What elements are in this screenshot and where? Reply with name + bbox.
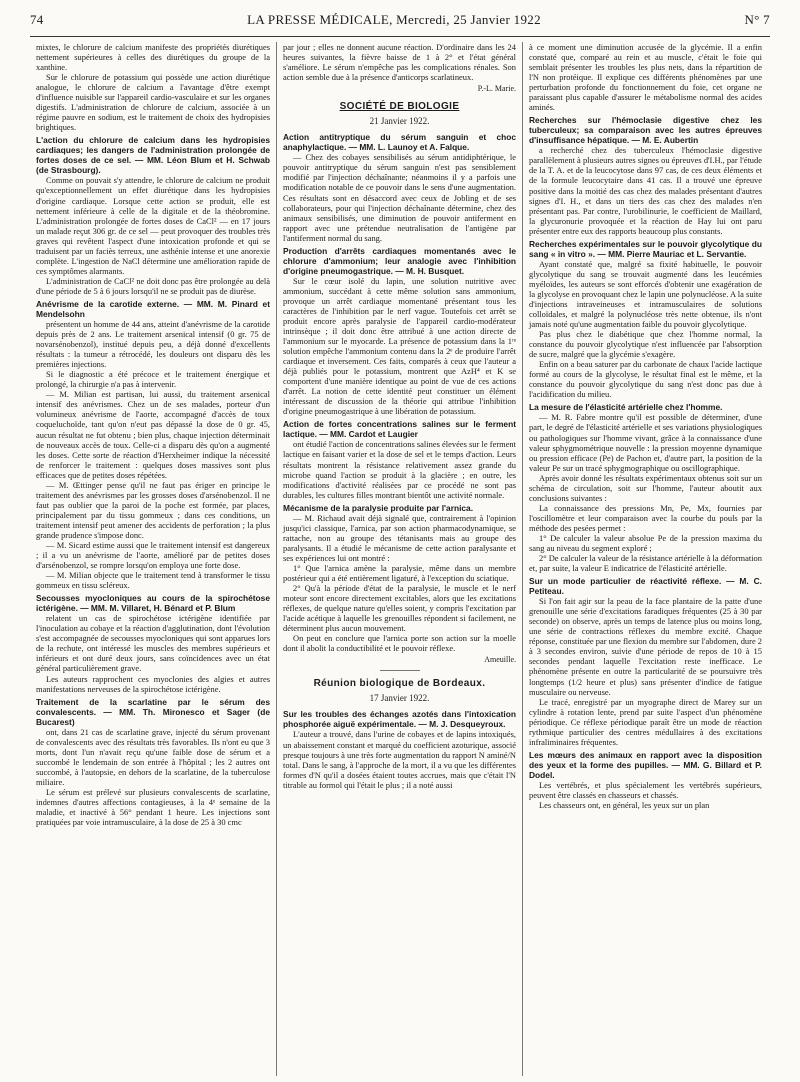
section-divider [380, 670, 420, 671]
paragraph: ont étudié l'action de concentrations salines élevées sur le ferment lactique en faisant varier et la dose de sel et le temps d'action. Leurs résultats montrent la résistance relativement assez grande du microbe quand l'action se produit à la glacière ; en outre, les modifications d'activité réalisées par ce procédé ne sont pas durables, les cultures filles montrant bientôt une activité normale. [283, 439, 516, 500]
paragraph: — M. Œttinger pense qu'il ne faut pas ériger en principe le traitement des anévrismes par les grosses doses d'arsénobenzol. Il ne faut pas oublier que la paroi de la poche est formée, par places, principalement par du tissu gommeux ; dans ces conditions, un traitement intensif peut amener des accidents de perforation ; la plus grande prudence s'impose donc. [36, 479, 270, 540]
paragraph: — M. Richaud avait déjà signalé que, contrairement à l'opinion jusqu'ici classique, l'arnica, par son action pharmacodynamique, se rattache, non au groupe des tétanisants mais au groupe des paralysants. Il a étudié le mécanisme de cette action paralysante et ses expériences lui ont montré : [283, 512, 516, 563]
paragraph: Comme on pouvait s'y attendre, le chlorure de calcium ne produit qu'exceptionnellement un effet diurétique dans les hydropisies d'origine cardiaque. Lorsque cette action se produit, elle est nettement inférieure à celle de la digitale et de la théobromine. L'administration prolongée de fortes doses de CaCl² — en 17 jours un malade reçut 306 gr. de ce sel — peut provoquer des troubles très graves qui revêtent l'aspect d'une intoxication profonde et qui se traduisent par un faciès terreux, une asthénie intense et une anorexie complète. L'ingestion de NaCl détermine une amélioration rapide de ces symptômes alarmants. [36, 175, 270, 276]
paragraph: On peut en conclure que l'arnica porte son action sur la moelle dont il abolit la conductibilité et le pouvoir réflexe. [283, 633, 516, 654]
paragraph: Le tracé, enregistré par un myographe direct de Marey sur un cylindre à rotation lente, prend par suite l'aspect d'un phénomène périodique. Ce réflexe périodique paraît être un mode de réaction rythmique particulier des centres médullaires à des excitations infraliminaires fréquentes. [529, 696, 762, 747]
section-date: 17 Janvier 1922. [369, 693, 430, 704]
paragraph: 2° De calculer la valeur de la résistance artérielle à la déformation et, par suite, la valeur E indicatrice de l'élasticité artérielle. [529, 553, 762, 574]
column-middle [276, 42, 522, 1076]
article-heading: L'action du chlorure de calcium dans les hydropisies cardiaques; les dangers de l'administration prolongée de fortes doses de ce sel. — MM. Léon Blum et H. Schwab (de Strasbourg). [36, 135, 270, 176]
article-heading: La mesure de l'élasticité artérielle chez l'homme. [529, 402, 723, 413]
paragraph: — M. Milian est partisan, lui aussi, du traitement arsenical intensif des anévrismes. Chez un de ses malades, porteur d'un volumineux anévrisme de l'aorte, accompagné d'accès de toux coqueluchoïde, tant qu'on n'eut pas dépassé la dose de 0 gr. 45, aucun résultat ne fut obtenu ; bien plus, chaque injection déterminait de nouveaux accès de toux. Celle-ci a disparu dès qu'on a augmenté les doses. Cette sorte de réaction d'Herxheimer indique la nécessité de renforcer le traitement : quelques doses massives sont plus efficaces que de petites doses répétées. [36, 389, 270, 480]
column-left [30, 42, 276, 1076]
paragraph: L'auteur a trouvé, dans l'urine de cobayes et de lapins intoxiqués, un abaissement constant et marqué du coefficient azoturique, associé presque toujours à une très forte augmentation du rapport N aminé/N total. Dans le sang, à l'approche de la mort, il a vu que les différentes formes d'N qu'il a dosées étaient toutes accrues, mais que c'était l'N titrable au formol qui l'était le plus ; il a noté aussi [283, 729, 516, 790]
article-heading: Mécanisme de la paralysie produite par l'arnica. [283, 502, 474, 513]
article-heading: Action de fortes concentrations salines sur le ferment lactique. — MM. Cardot et Laugier [283, 419, 516, 440]
page-header [30, 6, 770, 34]
section-date: 21 Janvier 1922. [369, 116, 430, 127]
article-heading: Action antitryptique du sérum sanguin et choc anaphylactique. — MM. L. Launoy et A. Falque. [283, 132, 516, 153]
paragraph: 1° Que l'arnica amène la paralysie, même dans un membre postérieur qui a été entièrement ligaturé, à l'exception du sciatique. [283, 562, 516, 583]
journal-title: LA PRESSE MÉDICALE, Mercredi, 25 Janvier 1922 [247, 12, 541, 27]
section-title: SOCIÉTÉ DE BIOLOGIE [339, 101, 460, 113]
article-heading: Traitement de la scarlatine par le sérum des convalescents. — MM. Th. Mironesco et Sager (de Bucarest) [36, 696, 270, 727]
author-signature: Ameuille. [484, 655, 516, 665]
paragraph: Les vertébrés, et plus spécialement les vertébrés supérieurs, peuvent être classés en chasseurs et chassés. [529, 779, 762, 800]
article-heading: Recherches sur l'hémoclasie digestive chez les tuberculeux; sa comparaison avec les autres épreuves d'insuffisance hépatique. — M. E. Aubertin [529, 115, 762, 146]
paragraph: ont, dans 21 cas de scarlatine grave, injecté du sérum provenant de convalescents avec des résultats très favorables. Ils n'ont eu que 3 morts, dont l'un n'avait reçu qu'une faible dose de sérum et a succombé le lendemain de son entrée à l'hôpital ; les 2 autres ont succombé, à l'autopsie, en dehors de la scarlatine, de la tuberculose miliaire. [36, 726, 270, 787]
paragraph: — M. R. Fabre montre qu'il est possible de déterminer, d'une part, le degré de l'élasticité artérielle et ses variations physiologiques ou pathologiques sur l'homme vivant, grâce à la connaissance d'une valeur sphygmométrique nouvelle : la pression moyenne dynamique ou pression efficace (Pe) de Pachon et, d'autre part, la position de la valeur Pe sur un tracé sphygmographique ou oscillographique. [529, 412, 762, 473]
paragraph: Pas plus chez le diabétique que chez l'homme normal, la constance du pouvoir glycolytique n'est influencée par l'absorption de sucre, malgré que la glycémie s'exagère. [529, 329, 762, 360]
issue-number: N° 7 [744, 12, 770, 27]
article-heading: Sur un mode particulier de réactivité réflexe. — M. C. Petiteau. [529, 576, 762, 597]
header-rule [30, 36, 770, 37]
column-right [522, 42, 768, 1076]
paragraph: Le sérum est prélevé sur plusieurs convalescents de scarlatine, indemnes d'autres affections contagieuses, à la 4ᵉ semaine de la maladie, et inactivé à 56° pendant 1 heure. Les injections sont pratiquées par voie intramusculaire, à la dose de 25 à 30 cmc [36, 786, 270, 828]
paragraph: par jour ; elles ne donnent aucune réaction. D'ordinaire dans les 24 heures suivantes, la fièvre baisse de 1 à 2° et l'état général s'améliore. Le sérum n'empêche pas les complications rénales. Son action semble due à la présence d'anticorps scarlatineux. [283, 42, 516, 83]
paragraph: Les chasseurs ont, en général, les yeux sur un plan [539, 799, 710, 810]
paragraph: a recherché chez des tuberculeux l'hémoclasie digestive parallèlement à plusieurs autres signes ou épreuves d'I.H., par l'étude de la T. A. et de la leucocytose dans 97 cas, de ces deux éléments et de la formule leucocytaire dans 41 cas. Il a trouvé une épreuve positive dans la moitié des cas chez des malades présentant d'autres signes d'I. H., et dans un tiers des cas chez des malades n'en présentant pas. Par contre, l'urobilinurie, le coefficient de Maillard, la glycuronurie provoquée et la réaction de Hay lui ont paru présenter entre eux des rapports beaucoup plus constants. [529, 145, 762, 236]
paragraph: à ce moment une diminution accusée de la glycémie. Il a enfin constaté que, comparé au rein et au muscle, c'était le foie qui semblait présenter les troubles les plus nets, dans la répartition de l'N non protéique. Il explique ces différents phénomènes par une perturbation profonde du fonctionnement du foie, cet organe ne paraissant plus capable d'assurer le métabolisme normal des acides aminés. [529, 42, 762, 113]
paragraph: 2° Qu'à la période d'état de la paralysie, le muscle et le nerf moteur sont encore directement excitables, alors que les excitations réflexes, de quelque nature qu'elles soient, y compris l'excitation par l'acide acétique à laquelle les grenouilles répondent si facilement, ne déterminent plus aucun mouvement. [283, 583, 516, 634]
paragraph: Sur le cœur isolé du lapin, une solution nutritive avec ammonium, succédant à cette même solution sans ammonium, provoque un arrêt cardiaque momentané présentant tous les caractères de l'inhibition par le nerf vague. Toutefois cet arrêt se produit encore après paralysie de l'appareil cardio-modérateur intrinsèque ; il doit donc être attribué à une action directe de l'ammonium sur le myocarde. La présence de potassium dans la 1ʳᵉ solution empêche l'ammonium contenu dans la 2ᵉ de produire l'arrêt cardiaque et inversement. Ces faits, comparés à ceux que l'auteur a déjà publiés pour le potassium, montrent que AzH⁴ et K se comportent d'une manière identique au point de vue de ces actions d'arrêt. La notion de cette identité peut constituer un élément intéressant de discussion de la théorie qui attribue l'inhibition d'origine pneumogastrique à une libération de potassium. [283, 275, 516, 417]
paragraph: Sur le chlorure de potassium qui possède une action diurétique analogue, le chlorure de calcium a l'avantage d'être exempt d'influence nuisible sur l'appareil cardio-vasculaire et sur les organes digestifs. L'administration de chlorure de calcium, associée à un régime pauvre en sodium, est le traitement de choix des hydropisies brightiques. [36, 72, 270, 133]
paragraph: présentent un homme de 44 ans, atteint d'anévrisme de la carotide depuis près de 2 ans. Le traitement arsenical intensif (0 gr. 75 de novarsénobenzol), institué depuis peu, a déjà donné d'excellents résultats : la tumeur a rétrocédé, les douleurs ont disparu dès les premières injections. [36, 318, 270, 370]
paragraph: La connaissance des pressions Mn, Pe, Mx, fournies par l'oscillomètre et leur comparaison avec la courbe du pouls par la méthode des pesées permet : [529, 502, 762, 533]
paragraph: Enfin on a beau saturer par du carbonate de chaux l'acide lactique formé au cours de la glycolyse, le résultat final est le même, et la constance du pouvoir glycolytique du sang n'est donc pas due à l'acidification du milieu. [529, 359, 762, 400]
section-title: Réunion biologique de Bordeaux. [313, 678, 486, 690]
article-heading: Secousses myocloniques au cours de la spirochétose ictérigène. — MM. M. Villaret, H. Bénard et P. Blum [36, 593, 270, 614]
paragraph: Après avoir donné les résultats expérimentaux obtenus soit sur un schéma de circulation, soit sur l'homme, l'auteur aboutit aux conclusions suivantes : [529, 472, 762, 503]
paragraph: mixtes, le chlorure de calcium manifeste des propriétés diurétiques nettement supérieures à celles des diurétiques du groupe de la xanthine. [36, 42, 270, 73]
article-heading: Les mœurs des animaux en rapport avec la disposition des yeux et la forme des pupilles. — MM. G. Billard et P. Dodel. [529, 749, 762, 780]
paragraph: relatent un cas de spirochétose ictérigène identifiée par l'inoculation au cobaye et la réaction d'agglutination, dont l'évolution s'est accompagnée de secousses myocloniques qui sont apparues lors de la rechute, ont intéressé les muscles des membres supérieurs et inférieurs et ont duré deux jours, sans coïncidences avec un état général particulièrement grave. [36, 613, 270, 674]
article-heading: Recherches expérimentales sur le pouvoir glycolytique du sang « in vitro ». — MM. Pierre Mauriac et L. Servantie. [529, 238, 762, 259]
article-heading: Production d'arrêts cardiaques momentanés avec le chlorure d'ammonium; leur analogie avec l'inhibition d'origine pneumogastrique. — M. H. Busquet. [283, 245, 516, 276]
article-columns [30, 42, 770, 1076]
author-signature: P.-L. Marie. [477, 84, 516, 94]
paragraph: Si l'on fait agir sur la peau de la face plantaire de la patte d'une grenouille une série d'excitations faradiques fréquentes (25 à 30 par seconde) on observe, après un temps de latence plus ou moins long, une série de contractions réflexes du membre excité. Chaque réponse, constituée par une flexion du membre sur l'abdomen, dure 2 à 3 secondes environ, suivie d'une période de repos de 10 à 15 secondes pendant laquelle l'excitation reste inefficace. Le phénomène présente en outre la particularité de se poursuivre très longtemps (1/2 heure et plus) sans présenter d'indice de fatigue musculaire ou nerveuse. [529, 596, 763, 697]
paragraph: — Chez des cobayes sensibilisés au sérum antidiphtérique, le pouvoir antitryptique du sérum sanguin n'est pas sensiblement modifié par l'injection déchaînante; néanmoins il y a parfois une modification notable de ce pouvoir dans le sens d'une augmentation. Ces résultats sont en désaccord avec ceux de Jobling et de ses collaborateurs, pour qui l'injection déchaînante détermine, chez des animaux sensibilisés, une diminution de pouvoir antiferment en rapport avec une prétendue neutralisation de l'antigène par l'antiferment normal du sang. [283, 152, 516, 243]
paragraph: Si le diagnostic a été précoce et le traitement énergique et prolongé, la chirurgie n'a pas à intervenir. [36, 369, 270, 390]
article-heading: Sur les troubles des échanges azotés dans l'intoxication phosphorée aiguë expérimentale. — M. J. Desqueyroux. [283, 709, 516, 730]
paragraph: — M. Milian objecte que le traitement tend à transformer le tissu gommeux en tissu scléreux. [36, 570, 270, 591]
article-heading: Anévrisme de la carotide externe. — MM. M. Pinard et Mendelsohn [36, 298, 270, 319]
paragraph: Ayant constaté que, malgré sa fixité habituelle, le pouvoir glycolytique du sang se trouvait augmenté dans les leucémies myéloïdes, les auteurs se sont efforcés d'obtenir une exagération de la glycolyse en provoquant chez le lapin une polynucléose. A la suite d'injections intraveineuses et intramusculaires de solutions colloïdales, et malgré la polynucléose très nette obtenue, ils n'ont jamais noté qu'une augmentation faible du pouvoir glycolytique. [529, 258, 762, 330]
paragraph: 1° De calculer la valeur absolue Pe de la pression maxima du sang au niveau du segment exploré ; [529, 532, 762, 554]
paragraph: Les auteurs rapprochent ces myoclonies des algies et autres manifestations nerveuses de la spirochétose ictérigène. [36, 673, 270, 694]
paragraph: L'administration de CaCl² ne doit donc pas être prolongée au delà d'une période de 5 à 6 jours lorsqu'il ne se produit pas de diurèse. [36, 275, 270, 296]
paragraph: — M. Sicard estime aussi que le traitement intensif est dangereux ; il a vu un anévrisme de l'aorte, amélioré par de petites doses d'arsénobenzol, se rompre lorsqu'on employa une forte dose. [36, 540, 270, 571]
page-number: 74 [30, 12, 44, 27]
